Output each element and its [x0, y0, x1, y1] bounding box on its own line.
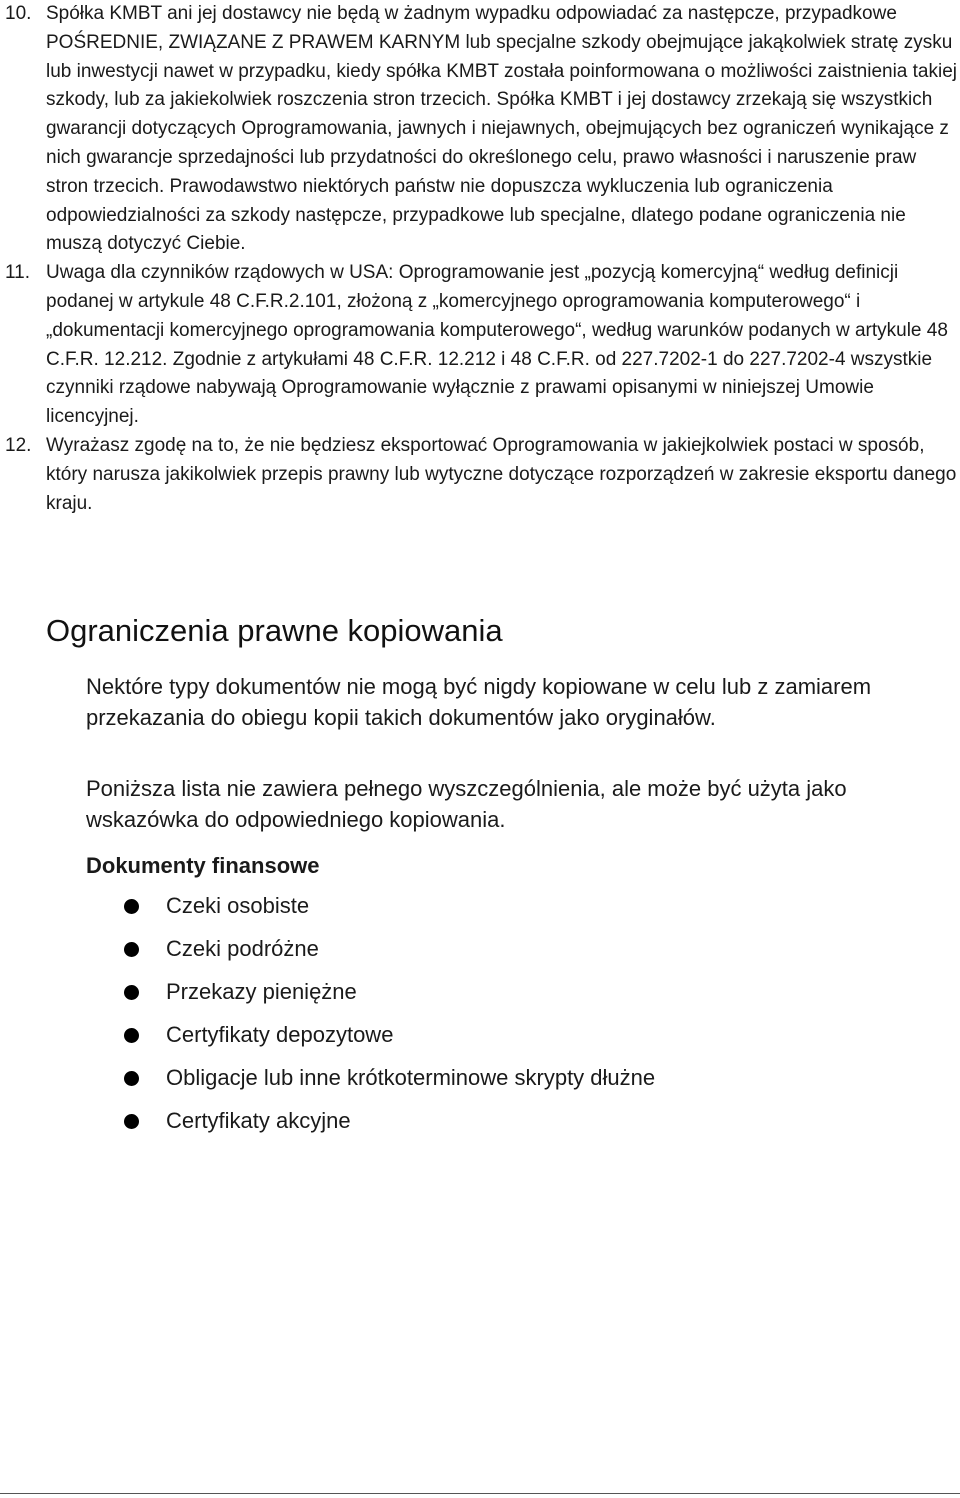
- bullet-text: Certyfikaty akcyjne: [166, 1108, 351, 1133]
- subheading-financial-documents: Dokumenty finansowe: [86, 853, 320, 878]
- bullet-dot-icon: [124, 1028, 139, 1043]
- bullet-text: Czeki osobiste: [166, 893, 310, 918]
- list-item-12: [0, 432, 960, 518]
- bullet-text: Przekazy pieniężne: [166, 979, 357, 1004]
- footer-divider: [0, 1493, 960, 1494]
- item-text: Spółka KMBT ani jej dostawcy nie będą w żadnym wypadku odpowiadać za następcze, przypadkowe POŚREDNIE, ZWIĄZANE Z PRAWEM KARNYM lub specjalne szkody obejmujące jakąkolwiek stratę zysku lub inwestycji nawet w przypadku, kiedy spółka KMBT została poinformowana o możliwości zaistnienia takiej szkody, lub za jakiekolwiek roszczenia stron trzecich. Spółka KMBT i jej dostawcy zrzekają się wszystkich gwarancji dotyczących Oprogramowania, jawnych i niejawnych, obejmujących bez ograniczeń wynikające z nich gwarancje sprzedajności lub przydatności do określonego celu, prawo własności i naruszenie praw stron trzecich. Prawodawstwo niektórych państw nie dopuszcza wykluczenia lub ograniczenia odpowiedzialności za szkody następcze, przypadkowe lub specjalne, dlatego podane ograniczenia nie muszą dotyczyć Ciebie.: [46, 3, 958, 255]
- bullet-dot-icon: [124, 942, 139, 957]
- item-number: 12.: [5, 434, 32, 456]
- bullet-text: Certyfikaty depozytowe: [166, 1022, 394, 1047]
- item-number: 10.: [5, 3, 32, 24]
- intro-paragraph-1: Nektóre typy dokumentów nie mogą być nigdy kopiowane w celu lub z zamiarem przekazania do obiegu kopii takich dokumentów jako oryginałów.: [86, 674, 872, 731]
- item-text: Uwaga dla czynników rządowych w USA: Oprogramowanie jest „pozycją komercyjną“ według definicji podanej w artykule 48 C.F.R.2.101, złożoną z „komercyjnego oprogramowania komputerowego“ i „dokumentacji komercyjnego oprogramowania komputerowego“, według warunków podanych w artykule 48 C.F.R. 12.212. Zgodnie z artykułami 48 C.F.R. 12.212 i 48 C.F.R. od 227.7202-1 do 227.7202-4 wszystkie czynniki rządowe nabywają Oprogramowanie wyłącznie z prawami opisanymi w niniejszej Umowie licencyjnej.: [46, 262, 948, 428]
- bullet-dot-icon: [124, 985, 139, 1000]
- section-title: Ograniczenia prawne kopiowania: [46, 613, 503, 648]
- bullet-dot-icon: [124, 899, 139, 914]
- item-text: Wyrażasz zgodę na to, że nie będziesz eksportować Oprogramowania w jakiejkolwiek postaci w sposób, który narusza jakikolwiek przepis prawny lub wytyczne dotyczące rozporządzeń w zakresie eksportu danego kraju.: [46, 434, 957, 514]
- list-item-10: [0, 0, 960, 259]
- numbered-list: [0, 0, 960, 518]
- bullet-text: Obligacje lub inne krótkoterminowe skrypty dłużne: [166, 1065, 656, 1090]
- list-item-11: [0, 259, 960, 432]
- bullet-text: Czeki podróżne: [166, 936, 319, 961]
- bullet-dot-icon: [124, 1114, 139, 1129]
- bullet-dot-icon: [124, 1071, 139, 1086]
- intro-paragraph-2: Poniższa lista nie zawiera pełnego wyszczególnienia, ale może być użyta jako wskazówka do odpowiedniego kopiowania.: [86, 776, 847, 833]
- item-number: 11.: [5, 262, 31, 284]
